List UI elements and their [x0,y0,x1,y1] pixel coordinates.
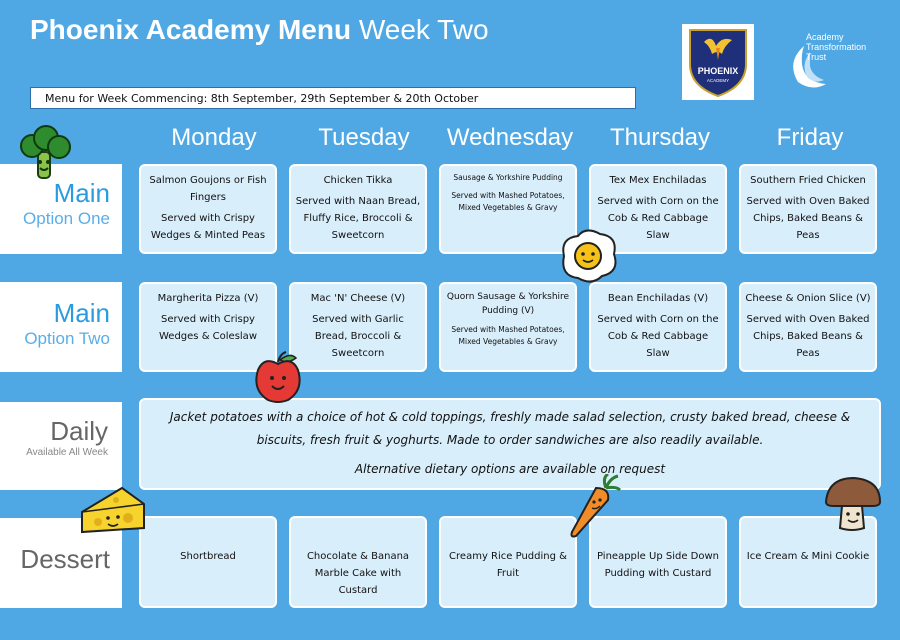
daily-options-panel [139,398,881,490]
menu-cell-main2-wednesday [439,282,577,372]
dish-name: Bean Enchiladas (V) [607,293,709,304]
svg-text:ACADEMY: ACADEMY [706,78,730,83]
academy-transformation-trust-logo [782,26,892,96]
svg-text:PHOENIX: PHOENIX [697,66,739,76]
daily-alt-text: Alternative dietary options are available on request [354,462,666,476]
row-label-main2-sub: Option Two [24,329,110,348]
row-label-main-option-two [0,282,122,372]
menu-cell-dessert-wednesday: Creamy Rice Pudding & Fruit [439,516,577,608]
day-header-monday: Monday [171,124,257,151]
dish-name: Chicken Tikka [323,175,393,186]
trust-line2: Transformation [806,42,867,52]
week-commencing-banner: Menu for Week Commencing: 8th September, 29th September & 20th October [30,87,636,109]
menu-cell-main2-tuesday [289,282,427,372]
row-label-main2-title: Main [53,298,110,328]
dish-side: Served with Naan Bread, Fluffy Rice, Broccoli & Sweetcorn [295,196,421,241]
dish-name: Mac 'N' Cheese (V) [310,293,406,304]
trust-line1: Academy [806,32,844,42]
dish-name: Sausage & Yorkshire Pudding [453,173,563,182]
dish-side: Served with Oven Baked Chips, Baked Beans & Peas [746,314,870,359]
egg-icon [556,226,622,290]
cheese-icon [78,482,148,542]
menu-cell-main1-monday [139,164,277,254]
menu-cell-dessert-thursday: Pineapple Up Side Down Pudding with Custard [589,516,727,608]
carrot-icon [566,474,622,544]
row-label-dessert-title: Dessert [20,544,110,574]
title-bold: Phoenix Academy Menu [30,14,352,45]
broccoli-icon [14,122,76,188]
phoenix-academy-logo [682,24,754,100]
dish-name: Tex Mex Enchiladas [609,175,707,186]
dish-side: Served with Garlic Bread, Broccoli & Sweetcorn [312,314,404,359]
dish-name: Margherita Pizza (V) [157,293,259,304]
menu-cell-main2-friday [739,282,877,372]
menu-cell-dessert-friday: Ice Cream & Mini Cookie [739,516,877,608]
dish-name: Quorn Sausage & Yorkshire Pudding (V) [446,292,570,316]
day-header-thursday: Thursday [609,124,711,151]
dish-side: Served with Corn on the Cob & Red Cabbage Slaw [597,314,719,359]
dish-side: Served with Corn on the Cob & Red Cabbage Slaw [597,196,719,241]
daily-text: Jacket potatoes with a choice of hot & cold toppings, freshly made salad selection, crusty baked bread, cheese & biscuits, fresh fruit & yoghurts. Made to order sandwiches are also readily available. [169,410,851,447]
dish-side: Served with Oven Baked Chips, Baked Beans & Peas [746,196,870,241]
menu-cell-dessert-monday: Shortbread [139,516,277,608]
day-header-tuesday: Tuesday [318,124,410,151]
menu-cell-main1-friday [739,164,877,254]
day-header-friday: Friday [776,124,844,151]
apple-icon [250,350,308,410]
row-label-main1-sub: Option One [23,209,110,228]
day-header-wednesday: Wednesday [446,124,574,151]
dish-side: Served with Mashed Potatoes, Mixed Vegetables & Gravy [451,191,565,212]
dish-side: Served with Crispy Wedges & Coleslaw [159,314,257,342]
dish-side: Served with Crispy Wedges & Minted Peas [150,213,266,241]
trust-line3: Trust [806,52,827,62]
row-label-daily [0,402,122,490]
dish-name: Salmon Goujons or Fish Fingers [149,175,267,203]
menu-cell-dessert-tuesday: Chocolate & Banana Marble Cake with Custard [289,516,427,608]
menu-cell-main1-tuesday [289,164,427,254]
row-label-daily-title: Daily [50,416,108,446]
dish-name: Southern Fried Chicken [750,175,866,186]
title-rest: Week Two [358,14,489,45]
page-title [30,14,489,46]
dish-name: Cheese & Onion Slice (V) [745,293,871,304]
row-label-daily-sub: Available All Week [26,447,108,458]
menu-cell-main2-thursday [589,282,727,372]
row-label-main1-title: Main [53,178,110,208]
mushroom-icon [822,474,884,538]
dish-side: Served with Mashed Potatoes, Mixed Vegetables & Gravy [451,325,565,346]
